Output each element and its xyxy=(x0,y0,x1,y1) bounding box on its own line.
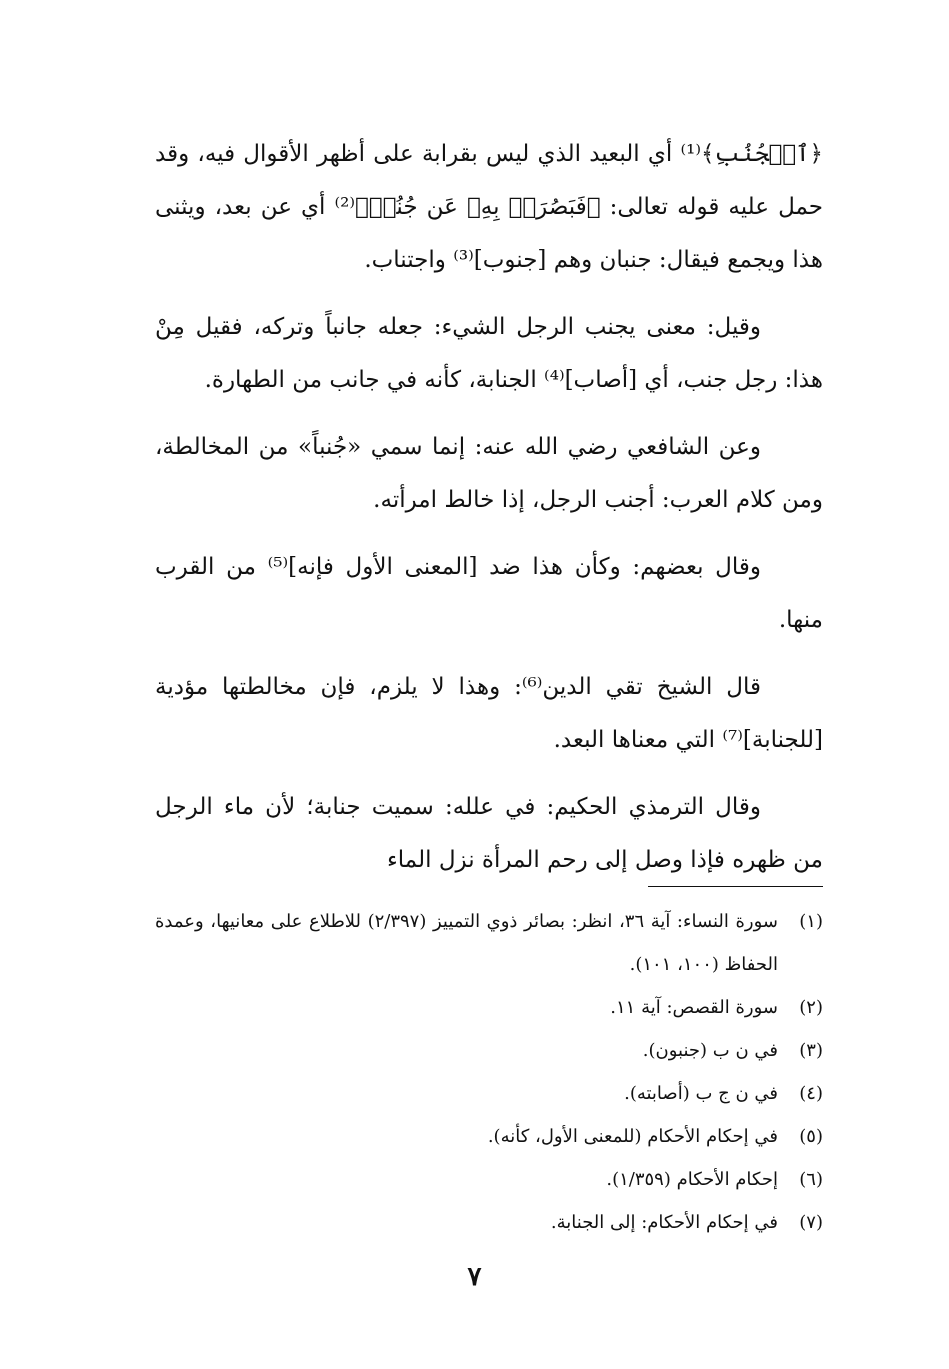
main-text xyxy=(155,128,823,901)
footnote-text: في ن ج ب (أصابته). xyxy=(624,1083,778,1104)
footnote xyxy=(155,1115,823,1158)
footnote-text: سورة القصص: آية ١١. xyxy=(610,997,778,1018)
footnote-text: سورة النساء: آية ٣٦، انظر: بصائر ذوي التمييز (٢/٣٩٧) للاطلاع على معانيها، وعمدة الحفاظ (١٠٠، ١٠١). xyxy=(155,911,778,975)
footnote xyxy=(155,1072,823,1115)
footnote-text: إحكام الأحكام (١/٣٥٩). xyxy=(606,1169,778,1190)
page-number: ٧ xyxy=(467,1262,482,1292)
footnote xyxy=(155,1158,823,1201)
footnote-number: (٧) xyxy=(799,1212,823,1233)
paragraph: قال الشيخ تقي الدين⁽⁶⁾: وهذا لا يلزم، فإن مخالطتها مؤدية [للجنابة]⁽⁷⁾ التي معناها البعد. xyxy=(155,674,823,753)
footnotes xyxy=(155,900,823,1244)
footnote-number: (١) xyxy=(799,911,823,932)
paragraph: وقال الترمذي الحكيم: في علله: سميت جنابة؛ لأن ماء الرجل من ظهره فإذا وصل إلى رحم المرأة نزل الماء xyxy=(155,794,823,873)
footnote-text: في إحكام الأحكام: إلى الجنابة. xyxy=(550,1212,778,1233)
footnote-number: (٤) xyxy=(799,1083,823,1104)
paragraph: وعن الشافعي رضي الله عنه: إنما سمي «جُنباً» من المخالطة، ومن كلام العرب: أجنب الرجل، إذا خالط امرأته. xyxy=(155,434,823,513)
footnote-number: (٦) xyxy=(799,1169,823,1190)
footnote-number: (٣) xyxy=(799,1040,823,1061)
paragraph: ﴿ٱلۡجُنُبِ﴾⁽¹⁾ أي البعيد الذي ليس بقرابة على أظهر الأقوال فيه، وقد حمل عليه قوله تعالى: ﴿فَبَصُرَتۡ بِهِۦ عَن جُنُبٖ﴾⁽²⁾ أي عن بعد، ويثنى هذا ويجمع فيقال: جنبان وهم [جنوب]⁽³⁾ واجتناب. xyxy=(155,141,824,273)
footnote-text: في إحكام الأحكام (للمعنى الأول، كأنه). xyxy=(487,1126,778,1147)
footnote xyxy=(155,1201,823,1244)
footnote-number: (٢) xyxy=(799,997,823,1018)
footnote-number: (٥) xyxy=(799,1126,823,1147)
footnote xyxy=(155,900,823,986)
footnote-text: في ن ب (جنبون). xyxy=(642,1040,778,1061)
footnote-divider xyxy=(648,886,823,887)
footnote xyxy=(155,986,823,1029)
paragraph: وقيل: معنى يجنب الرجل الشيء: جعله جانباً وتركه، فقيل مِنْ هذا: رجل جنب، أي [أصاب]⁽⁴⁾ الجنابة، كأنه في جانب من الطهارة. xyxy=(155,314,823,393)
paragraph: وقال بعضهم: وكأن هذا ضد [المعنى الأول فإنه]⁽⁵⁾ من القرب منها. xyxy=(155,554,823,633)
footnote xyxy=(155,1029,823,1072)
